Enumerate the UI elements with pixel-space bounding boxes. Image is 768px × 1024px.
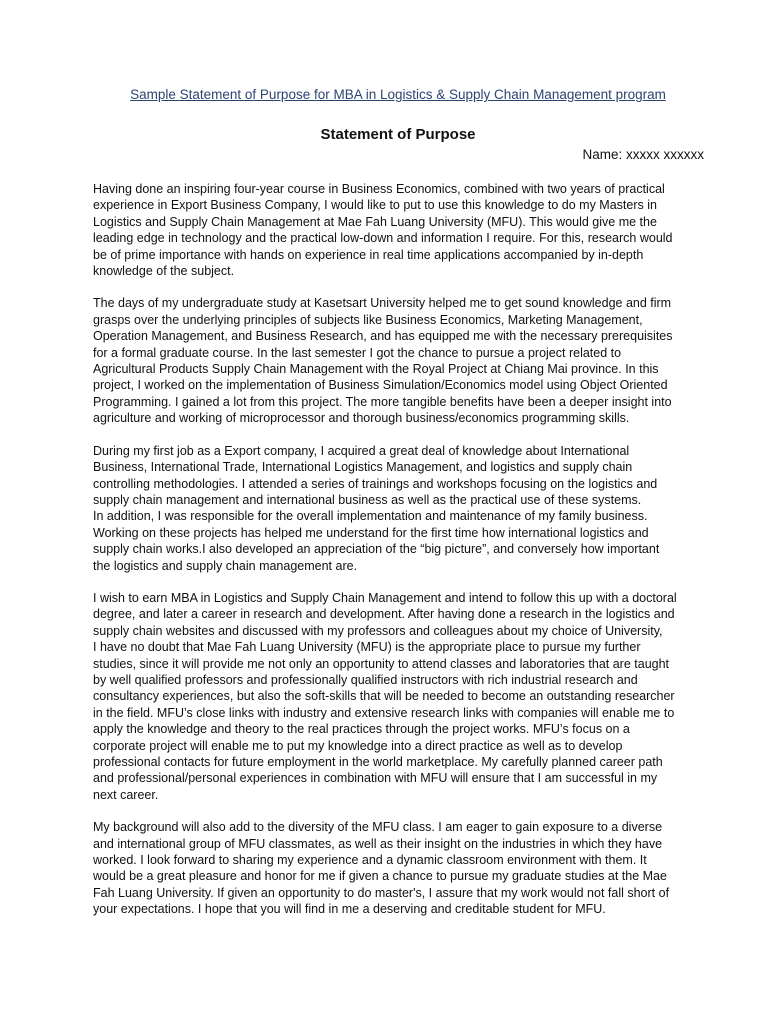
name-line: Name: xxxxx xxxxxx <box>582 147 704 162</box>
paragraph-4: I wish to earn MBA in Logistics and Supply Chain Management and intend to follow this up with a doctoral degree, and later a career in research and development. After having done a research in the logistics and supply chain websites and discussed with my professors and colleagues about my choice of University, I have no doubt that Mae Fah Luang University (MFU) is the appropriate place to pursue my further studies, since it will provide me not only an opportunity to attend classes and laboratories that are taught by well qualified professors and professionally qualified instructors with rich industrial research and consultancy experiences, but also the soft-skills that will be needed to become an outstanding researcher in the field. MFU’s close links with industry and extensive research links with companies will enable me to apply the knowledge and theory to the real practices through the project works. MFU’s focus on a corporate project will enable me to put my knowledge into a direct practice as well as to develop professional contacts for future employment in the world marketplace. My carefully planned career path and professional/personal experiences in combination with MFU will ensure that I am successful in my next career. <box>93 590 677 802</box>
page-title: Statement of Purpose <box>320 126 476 143</box>
paragraph-5: My background will also add to the diversity of the MFU class. I am eager to gain exposure to a diverse and international group of MFU classmates, as well as their insight on the industries in which they have worked. I look forward to sharing my experience and a dynamic classroom environment with them. It would be a great pleasure and honor for me if given a chance to pursue my graduate studies at the Mae Fah Luang University. If given an opportunity to do master's, I assure that my work would not fall short of your expectations. I hope that you will find in me a deserving and creditable student for MFU. <box>93 820 670 917</box>
paragraph-1: Having done an inspiring four-year course in Business Economics, combined with two years of practical experience in Export Business Company, I would like to put to use this knowledge to do my Masters in Logistics and Supply Chain Management at Mae Fah Luang University (MFU). This would give me the leading edge in technology and the practical low-down and information I require. For this, research would be of prime importance with hands on experience in real time applications accompanied by in-depth knowledge of the subject. <box>93 182 673 279</box>
paragraph-3: During my first job as a Export company, I acquired a great deal of knowledge about International Business, International Trade, International Logistics Management, and logistics and supply chain controlling methodologies. I attended a series of trainings and workshops focusing on the logistics and supply chain management and international business as well as the practical use of these systems. In addition, I was responsible for the overall implementation and maintenance of my family business. Working on these projects has helped me understand for the first time how international logistics and supply chain works.I also developed an appreciation of the “big picture”, and conversely how important the logistics and supply chain management are. <box>93 443 660 573</box>
paragraph-2: The days of my undergraduate study at Kasetsart University helped me to get sound knowledge and firm grasps over the underlying principles of subjects like Business Economics, Marketing Management, Operation Management, and Business Research, and has equipped me with the necessary prerequisites for a formal graduate course. In the last semester I got the chance to pursue a project related to Agricultural Products Supply Chain Management with the Royal Project at Chiang Mai province. In this project, I worked on the implementation of Business Simulation/Economics model using Object Oriented Programming. I gained a lot from this project. The more tangible benefits have been a deeper insight into agriculture and working of microprocessor and thorough business/economics programming skills. <box>93 296 673 426</box>
sample-title-link[interactable]: Sample Statement of Purpose for MBA in Logistics & Supply Chain Management program <box>130 87 666 102</box>
body-text <box>93 181 713 934</box>
